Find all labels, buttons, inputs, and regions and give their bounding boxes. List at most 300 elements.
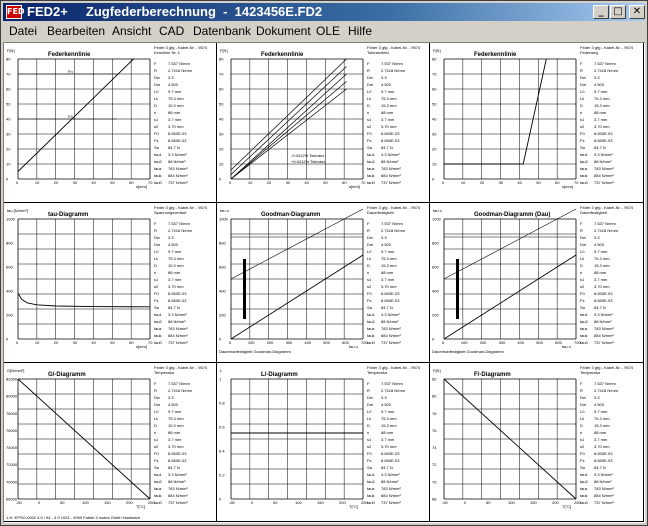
chart-svg [430, 43, 644, 203]
spec-header: Feder 3 gfg - Kabel-Nr. - 9574 [154, 45, 208, 50]
spec-key: Sa [154, 305, 159, 310]
spec-value: 3.3 N/mm² [594, 152, 613, 157]
x-tick-label: 50 [536, 180, 541, 185]
spec-key: L0 [580, 409, 585, 414]
x-tick-label: 200 [339, 500, 346, 505]
y-tick-label: 80 [6, 56, 11, 62]
x-tick-label: 300 [285, 340, 293, 345]
x-tick-label: 0 [442, 340, 445, 345]
y-tick-label: 76 [432, 427, 437, 433]
spec-value: 2.7418 N/mm [381, 68, 406, 73]
menu-datei[interactable]: Datei [9, 24, 38, 38]
spec-value: 88 N/mm² [381, 479, 399, 484]
spec-header: Feder 3 gfg - Kabel-Nr. - 9574 [367, 45, 421, 50]
y-tick-label: 76000 [6, 427, 18, 433]
spec-key: R [154, 388, 157, 393]
spec-key: s1 [367, 117, 372, 122]
spec-value: 4.500 [168, 82, 179, 87]
y-tick-label: 40 [219, 116, 224, 122]
spec-value: 737 N/mm² [168, 500, 188, 505]
spec-value: 783 N/mm² [594, 486, 614, 491]
spec-key: Lk [154, 96, 159, 101]
spec-key: Dm [580, 82, 587, 87]
spec-key: Fs [367, 298, 372, 303]
minimize-button[interactable]: _ [593, 5, 609, 19]
spec-value: 3.3 [594, 395, 600, 400]
y-tick-label: 800 [6, 240, 13, 246]
spec-value: 3.70 mm [168, 124, 184, 129]
spec-header: Feder 3 gfg - Kabel-Nr. - 9574 [580, 365, 634, 370]
chart-title: F/-Diagramm [474, 372, 511, 378]
spec-header: Feder 3 gfg - Kabel-Nr. - 9574 [580, 205, 634, 210]
spec-subheader: Dauerfestigkeit [580, 210, 607, 215]
y-tick-label: 70 [432, 479, 437, 485]
x-tick-label: 100 [247, 340, 255, 345]
spec-key: F [580, 61, 583, 66]
spec-key: Fs [580, 298, 585, 303]
spec-value: 3.7 mm [381, 117, 395, 122]
stress-range-bar [243, 259, 246, 319]
spec-value: 8.650E-03 [168, 298, 187, 303]
y-tick-label: 1000 [219, 216, 228, 222]
menu-bearbeiten[interactable]: Bearbeiten [47, 24, 106, 38]
spec-key: n [580, 430, 583, 435]
spec-key: tau2 [580, 319, 588, 324]
spec-value: 2.7418 N/mm [168, 388, 193, 393]
spec-value: 8.650E-03 [594, 131, 613, 136]
spec-key: R [580, 68, 583, 73]
spec-value: 4.500 [594, 82, 605, 87]
spec-value: 15.3 mm [168, 423, 184, 428]
spec-value: 88 N/mm² [594, 479, 612, 484]
spec-key: tau2 [154, 159, 162, 164]
spec-key: Sa [367, 145, 372, 150]
spec-key: s1 [367, 277, 372, 282]
stress-range-bar [456, 259, 459, 319]
spec-value: 7.537 N/mm [594, 221, 616, 226]
spec-key: s1 [154, 277, 159, 282]
spec-value: 783 N/mm² [168, 166, 188, 171]
spec-key: Dw [154, 235, 160, 240]
spec-value: 884 N/mm² [381, 493, 401, 498]
y-tick-label: 20 [6, 146, 11, 152]
spec-value: 15.3 mm [594, 263, 610, 268]
spec-key: Sa [580, 145, 585, 150]
chart-title: G/-Diagramm [48, 372, 86, 378]
spec-key: n [367, 430, 370, 435]
title-bar[interactable] [3, 3, 645, 21]
spec-value: 2.7418 N/mm [594, 388, 619, 393]
y-tick-label: 68000 [6, 496, 18, 502]
spec-key: tauz [367, 166, 375, 171]
spec-key: n [154, 110, 157, 115]
spec-value: 88 N/mm² [168, 159, 186, 164]
spec-value: 9.7 mm [594, 89, 608, 94]
spec-value: 3.3 [594, 235, 600, 240]
spec-key: Dw [580, 75, 586, 80]
spec-value: 8.650E-03 [594, 138, 613, 143]
spec-key: Lk [154, 416, 159, 421]
x-tick-label: 400 [304, 340, 312, 345]
menu-ansicht[interactable]: Ansicht [112, 24, 152, 38]
spec-value: 2.7418 N/mm [381, 388, 406, 393]
spec-value: 737 N/mm² [594, 340, 614, 345]
spec-value: 9.7 mm [168, 89, 182, 94]
spec-key: tauz [367, 326, 375, 331]
spec-value: 84.7 N [168, 305, 180, 310]
diagram-panel-9[interactable] [430, 363, 644, 522]
spec-value: 8.650E-03 [381, 291, 400, 296]
spec-key: s1 [580, 117, 585, 122]
spec-key: R [154, 228, 157, 233]
x-tick-label: 70 [148, 340, 153, 345]
y-tick-label: 0 [6, 336, 9, 342]
y-tick-label: 30 [219, 131, 224, 137]
x-tick-label: 30 [72, 340, 78, 345]
x-tick-label: 50 [110, 180, 115, 185]
spec-key: D [154, 103, 157, 108]
y-tick-label: 400 [6, 288, 13, 294]
spec-key: F [154, 381, 157, 386]
spec-key: n [154, 430, 157, 435]
diagram-panel-2[interactable] [217, 43, 430, 203]
y-tick-label: 0.2 [219, 472, 225, 478]
x-tick-label: 600 [555, 340, 562, 345]
spec-key: Dw [580, 235, 586, 240]
spec-value: 737 N/mm² [594, 500, 614, 505]
y-tick-label: 0 [219, 496, 222, 502]
spec-key: R [580, 388, 583, 393]
spec-value: 4.500 [381, 242, 392, 247]
spec-value: 88 mm [381, 430, 394, 435]
spec-value: 8.650E-03 [381, 131, 400, 136]
y-axis-label: F[N] [433, 48, 441, 53]
spec-key: Fs [580, 458, 585, 463]
series-line [231, 82, 347, 180]
spec-key: F0 [154, 131, 159, 136]
spec-key: F0 [367, 131, 372, 136]
x-tick-label: 250 [574, 500, 581, 505]
spec-key: Sa [367, 465, 372, 470]
y-tick-label: 0 [219, 176, 222, 182]
spec-key: s2 [367, 124, 372, 129]
x-tick-label: 400 [517, 340, 525, 345]
spec-value: 75.3 mm [594, 256, 610, 261]
reference-label: F2 [68, 114, 73, 119]
spec-value: 7.537 N/mm [381, 381, 403, 386]
spec-key: F0 [580, 131, 585, 136]
diagram-panel-5[interactable] [217, 203, 430, 363]
spec-key: n [367, 270, 370, 275]
spec-key: tauk [580, 173, 588, 178]
spec-key: tau2 [367, 159, 375, 164]
spec-key: D [367, 103, 370, 108]
spec-key: tauz [367, 486, 375, 491]
spec-value: 884 N/mm² [168, 173, 188, 178]
diagram-panel-4[interactable] [4, 203, 217, 363]
spec-value: 7.537 N/mm [381, 61, 403, 66]
x-tick-label: 50 [110, 340, 115, 345]
diagram-panel-6[interactable] [430, 203, 644, 363]
x-tick-label: 500 [536, 340, 543, 345]
x-tick-label: 50 [323, 180, 328, 185]
spec-key: n [367, 110, 370, 115]
diagram-panel-8[interactable] [217, 363, 430, 522]
legend-entry: -0.0412% Toleranz [291, 153, 325, 158]
spec-value: 15.3 mm [381, 103, 397, 108]
x-axis-label: s[mm] [349, 184, 360, 189]
menu-hilfe[interactable]: Hilfe [348, 24, 373, 38]
spec-key: tauk [154, 493, 162, 498]
spec-value: 737 N/mm² [381, 180, 401, 185]
spec-value: 3.3 N/mm² [168, 152, 187, 157]
spec-value: 884 N/mm² [168, 333, 188, 338]
spec-key: L0 [367, 409, 372, 414]
spec-key: tau2 [154, 479, 162, 484]
spec-key: Dw [154, 75, 160, 80]
spec-subheader: Temperatur [154, 370, 175, 375]
menu-datenbank[interactable]: Datenbank [193, 24, 252, 38]
spec-key: tauz [580, 486, 588, 491]
spec-value: 3.3 N/mm² [381, 152, 400, 157]
x-tick-label: 30 [285, 180, 291, 185]
diagram-panel-1[interactable] [4, 43, 217, 203]
y-tick-label: 68 [432, 496, 437, 502]
spec-key: tau1 [367, 152, 375, 157]
chart-title: Federkennlinie [48, 52, 91, 58]
spec-key: tau0 [154, 340, 162, 345]
spec-key: Dm [367, 82, 374, 87]
x-tick-label: 10 [34, 180, 40, 185]
y-axis-label: tau o [433, 208, 442, 213]
y-tick-label: 70000 [6, 479, 18, 485]
y-axis-label: tau [N/mm²] [7, 208, 28, 213]
y-tick-label: 600 [219, 264, 226, 270]
spec-value: 3.7 mm [594, 277, 608, 282]
y-tick-label: 70 [219, 71, 224, 77]
spec-key: tau0 [367, 180, 375, 185]
spec-value: 9.7 mm [168, 409, 182, 414]
x-axis-label: T[°C] [562, 504, 572, 509]
y-tick-label: 1000 [6, 216, 15, 222]
y-tick-label: 0 [219, 336, 222, 342]
y-tick-label: 10 [432, 161, 437, 167]
spec-key: Fs [154, 298, 159, 303]
spec-subheader: Kennlinie Nr. 1 [154, 50, 181, 55]
spec-value: 884 N/mm² [168, 493, 188, 498]
spec-value: 3.3 [594, 75, 600, 80]
x-tick-label: 200 [126, 500, 133, 505]
spec-key: Dw [367, 75, 373, 80]
spec-subheader: Toleranzfeld [367, 50, 389, 55]
spec-key: Dw [367, 235, 373, 240]
spec-key: tau0 [367, 340, 375, 345]
spec-key: L0 [580, 89, 585, 94]
spec-key: s2 [154, 284, 159, 289]
spec-key: Dm [367, 242, 374, 247]
x-tick-label: 250 [361, 500, 368, 505]
spec-key: F [367, 61, 370, 66]
menu-cad[interactable]: CAD [159, 24, 185, 38]
spec-value: 2.7418 N/mm [168, 68, 193, 73]
y-tick-label: 60 [6, 86, 11, 92]
diagram-panel-7[interactable] [4, 363, 217, 522]
upper-bound-line [231, 209, 363, 279]
spec-key: Sa [154, 465, 159, 470]
y-tick-label: 80 [432, 56, 437, 62]
spec-value: 7.537 N/mm [168, 221, 190, 226]
y-axis-label: F[N] [220, 48, 228, 53]
spec-key: n [580, 110, 583, 115]
y-tick-label: 72000 [6, 462, 18, 468]
spec-key: R [154, 68, 157, 73]
x-axis-label: tau u [562, 344, 571, 349]
x-tick-label: 20 [53, 340, 59, 345]
spec-key: Dw [367, 395, 373, 400]
menu-dokument[interactable]: Dokument [256, 24, 311, 38]
spec-value: 88 mm [594, 270, 607, 275]
chart-title: tau-Diagramm [48, 212, 89, 218]
x-tick-label: 0 [16, 180, 19, 185]
chart-svg [4, 43, 217, 203]
spec-key: tauk [580, 333, 588, 338]
document-footer: 1-H: EPSO-0002 4.5 / 94 - 4.9 1024 - 4999 Fabrik 3 nodes Gmbh Hardware [6, 515, 141, 520]
spec-value: 84.7 N [594, 145, 606, 150]
spec-key: Dw [154, 395, 160, 400]
x-tick-label: 600 [342, 340, 349, 345]
spec-key: tau0 [580, 340, 588, 345]
spec-key: F [580, 221, 583, 226]
spec-value: 737 N/mm² [381, 500, 401, 505]
spec-key: Fs [367, 138, 372, 143]
x-tick-label: 500 [323, 340, 330, 345]
x-tick-label: 100 [295, 500, 302, 505]
y-axis-label: G[N/mm²] [7, 368, 25, 373]
x-tick-label: 70 [148, 180, 153, 185]
spec-key: s2 [367, 284, 372, 289]
spec-key: tau1 [154, 472, 162, 477]
x-tick-label: 700 [574, 340, 581, 345]
spec-key: n [154, 270, 157, 275]
spec-key: tau1 [580, 472, 588, 477]
spec-key: F [367, 381, 370, 386]
spec-value: 88 mm [168, 110, 181, 115]
spec-value: 783 N/mm² [594, 326, 614, 331]
chart-title: Federkennlinie [261, 52, 304, 58]
spec-value: 75.3 mm [168, 416, 184, 421]
spec-value: 783 N/mm² [168, 326, 188, 331]
spec-key: Sa [367, 305, 372, 310]
spec-key: F0 [154, 291, 159, 296]
spec-value: 3.3 [168, 395, 174, 400]
spec-value: 15.3 mm [381, 423, 397, 428]
spec-key: F [154, 61, 157, 66]
chart-title: L/-Diagramm [261, 372, 298, 378]
spec-value: 884 N/mm² [381, 333, 401, 338]
spec-value: 3.7 mm [168, 437, 182, 442]
spec-value: 4.500 [381, 82, 392, 87]
spec-header: Feder 3 gfg - Kabel-Nr. - 9574 [154, 205, 208, 210]
spec-key: tauk [154, 173, 162, 178]
spec-subheader: Dauerfestigkeit [367, 210, 394, 215]
y-tick-label: 10 [6, 161, 11, 167]
spec-key: tau1 [367, 472, 375, 477]
x-tick-label: 100 [82, 500, 89, 505]
spec-key: tau2 [367, 479, 375, 484]
spec-value: 3.7 mm [168, 277, 182, 282]
maximize-button[interactable]: □ [610, 5, 626, 19]
spec-key: Fs [580, 138, 585, 143]
menu-ole[interactable]: OLE [316, 24, 341, 38]
spec-value: 8.650E-03 [381, 138, 400, 143]
spec-key: D [580, 423, 583, 428]
spec-value: 75.3 mm [168, 256, 184, 261]
spec-key: s1 [580, 437, 585, 442]
y-axis-label: F[N] [7, 48, 15, 53]
spec-value: 8.650E-03 [381, 298, 400, 303]
spec-key: tau2 [580, 479, 588, 484]
spec-value: 8.650E-03 [594, 291, 613, 296]
spec-value: 75.3 mm [381, 416, 397, 421]
spec-key: Lk [580, 416, 585, 421]
diagram-panel-3[interactable] [430, 43, 644, 203]
close-button[interactable]: ✕ [629, 5, 645, 19]
spec-key: D [154, 423, 157, 428]
y-tick-label: 200 [6, 312, 13, 318]
spec-value: 75.3 mm [168, 96, 184, 101]
spec-value: 7.537 N/mm [168, 61, 190, 66]
y-tick-label: 30 [6, 131, 11, 137]
spec-value: 884 N/mm² [381, 173, 401, 178]
spec-value: 88 N/mm² [168, 319, 186, 324]
spec-value: 3.70 mm [381, 444, 397, 449]
y-tick-label: 74000 [6, 445, 18, 451]
spec-value: 9.7 mm [594, 249, 608, 254]
spec-value: 88 mm [168, 270, 181, 275]
app-icon[interactable]: FED [6, 5, 22, 19]
x-tick-label: 10 [34, 340, 40, 345]
spec-key: tauk [367, 173, 375, 178]
spec-value: 2.7418 N/mm [381, 228, 406, 233]
spec-value: 3.3 [381, 395, 387, 400]
spec-key: Lk [367, 96, 372, 101]
x-tick-label: 100 [460, 340, 468, 345]
spec-key: Dm [367, 402, 374, 407]
spec-value: 4.500 [168, 402, 179, 407]
spec-key: F [580, 381, 583, 386]
x-tick-label: 0 [16, 340, 19, 345]
y-tick-label: 82 [432, 376, 437, 382]
spec-value: 3.70 mm [594, 444, 610, 449]
y-tick-label: 0.8 [219, 400, 225, 406]
x-tick-label: 30 [72, 180, 78, 185]
spec-key: s2 [367, 444, 372, 449]
spec-key: s2 [580, 124, 585, 129]
spec-value: 88 N/mm² [381, 319, 399, 324]
y-tick-label: 400 [432, 288, 439, 294]
y-tick-label: 80 [432, 393, 437, 399]
chart-svg [430, 363, 644, 522]
spec-key: Dm [580, 402, 587, 407]
y-tick-label: 0 [432, 336, 435, 342]
spec-key: Dm [154, 82, 161, 87]
spec-value: 737 N/mm² [381, 340, 401, 345]
spec-key: Fs [367, 458, 372, 463]
spec-value: 3.70 mm [594, 284, 610, 289]
spec-value: 75.3 mm [594, 416, 610, 421]
spec-value: 8.650E-03 [168, 458, 187, 463]
spec-key: R [367, 68, 370, 73]
